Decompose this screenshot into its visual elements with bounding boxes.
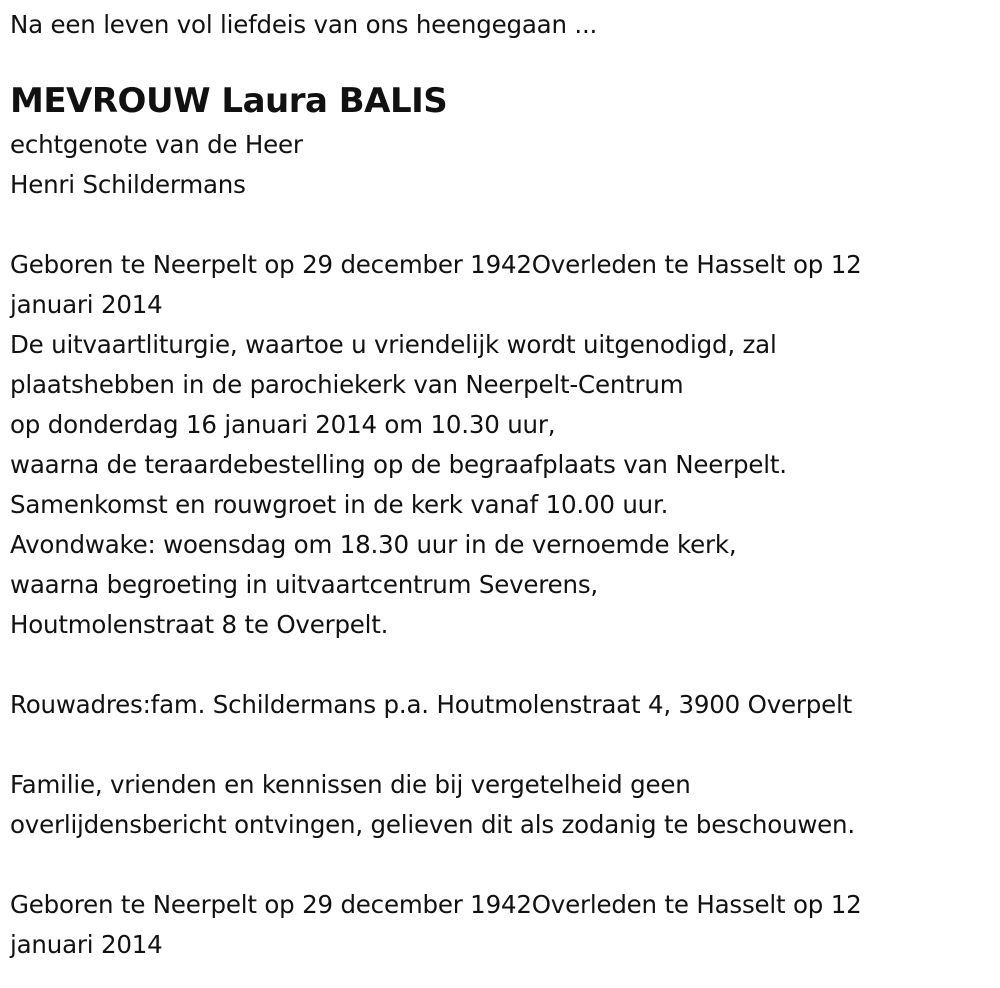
ceremony-line: De uitvaartliturgie, waartoe u vriendelijk wordt uitgenodigd, zal [10,330,777,359]
ceremony-line: waarna de teraardebestelling op de begraafplaats van Neerpelt. [10,450,787,479]
notice-line: Familie, vrienden en kennissen die bij vergetelheid geen [10,770,691,799]
ceremony-line: Samenkomst en rouwgroet in de kerk vanaf 10.00 uur. [10,490,669,519]
spouse-line: echtgenote van de Heer [10,130,303,159]
mourning-address: Rouwadres:fam. Schildermans p.a. Houtmolenstraat 4, 3900 Overpelt [10,690,853,719]
ceremony-block [10,325,1000,645]
ceremony-line: op donderdag 16 januari 2014 om 10.30 uur, [10,410,556,439]
birth-death-line: Geboren te Neerpelt op 29 december 1942Overleden te Hasselt op 12 [10,250,862,279]
obituary-document [10,5,1000,965]
ceremony-line: waarna begroeting in uitvaartcentrum Severens, [10,570,598,599]
intro-text: Na een leven vol liefdeis van ons heengegaan ... [10,10,598,39]
deceased-name: MEVROUW Laura BALIS [10,81,448,121]
spouse-line: Henri Schildermans [10,170,246,199]
birth-death-line: januari 2014 [10,930,163,959]
ceremony-line: Houtmolenstraat 8 te Overpelt. [10,610,389,639]
ceremony-line: plaatshebben in de parochiekerk van Neerpelt-Centrum [10,370,684,399]
birth-death-line: Geboren te Neerpelt op 29 december 1942Overleden te Hasselt op 12 [10,890,862,919]
birth-death-line: januari 2014 [10,290,163,319]
birth-death-block [10,245,1000,325]
notice-line: overlijdensbericht ontvingen, gelieven dit als zodanig te beschouwen. [10,810,855,839]
birth-death-block-repeat [10,885,1000,965]
spouse-block [10,125,1000,205]
notice-block [10,765,1000,845]
ceremony-line: Avondwake: woensdag om 18.30 uur in de vernoemde kerk, [10,530,737,559]
